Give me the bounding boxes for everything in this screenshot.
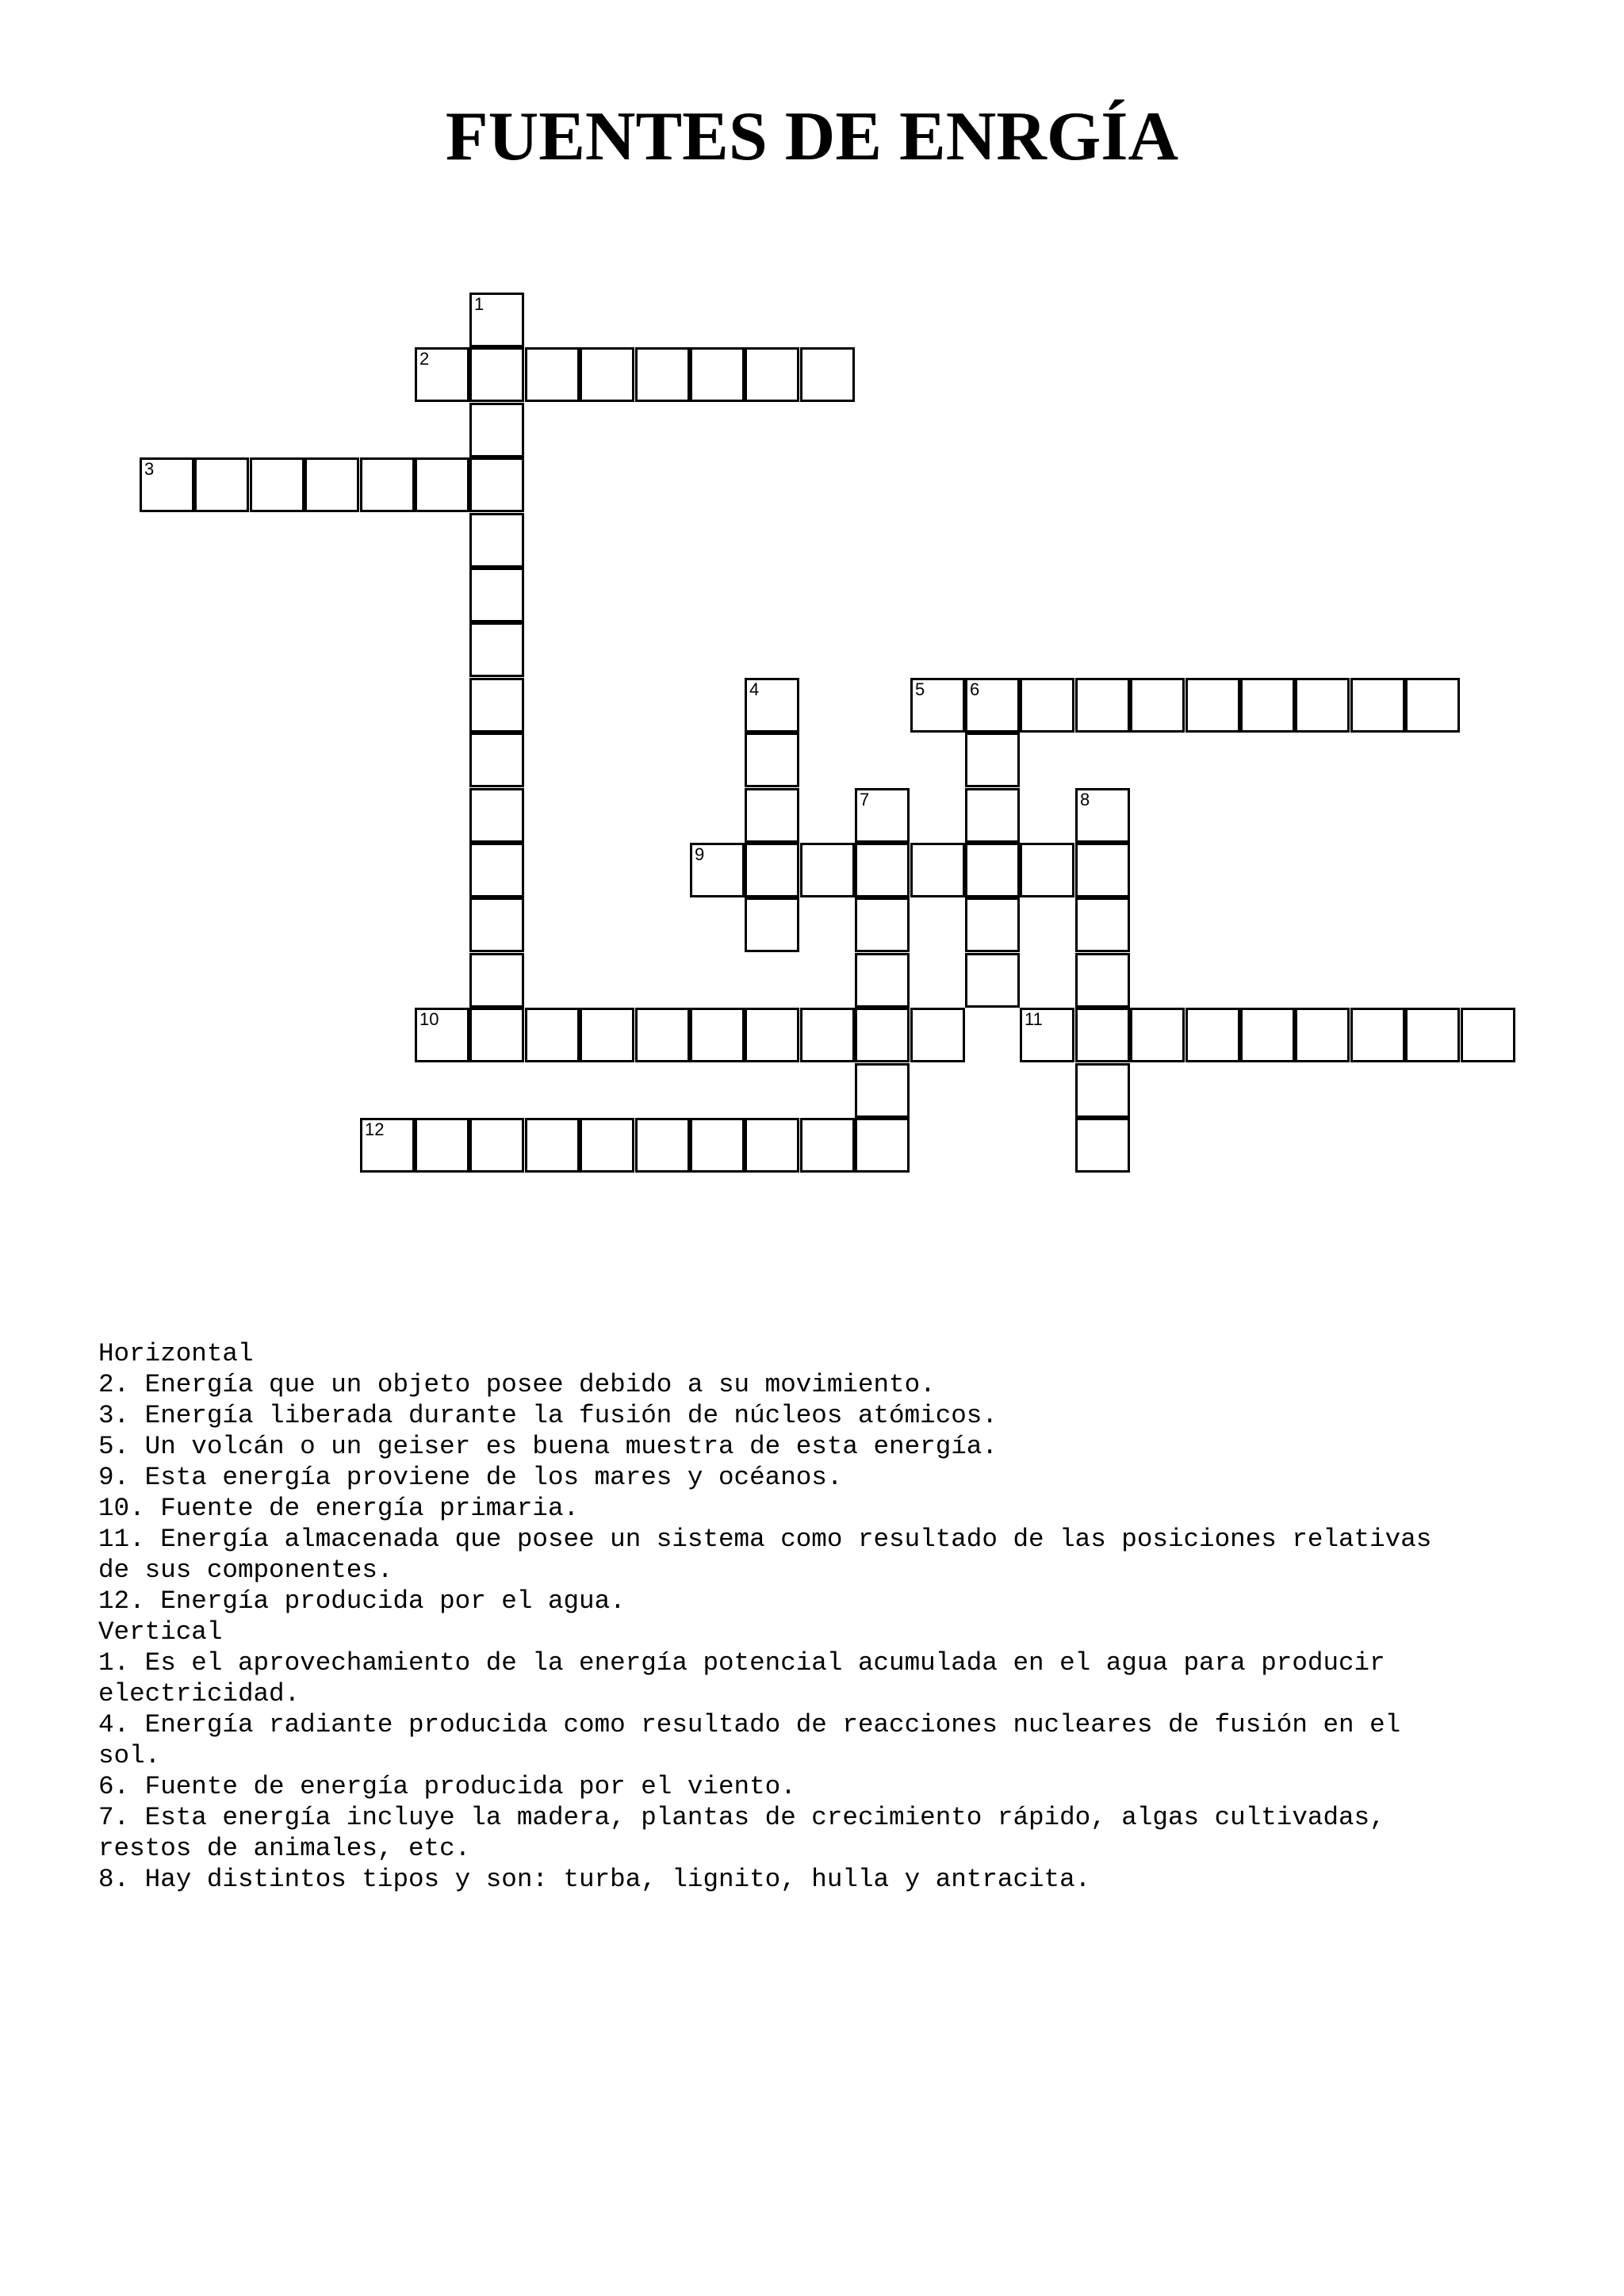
grid-cell[interactable]	[1240, 678, 1295, 733]
clue-down-1: 1. Es el aprovechamiento de la energía potencial acumulada en el agua para producir	[98, 1648, 1385, 1678]
grid-cell[interactable]	[140, 457, 194, 512]
grid-cell[interactable]	[690, 1118, 745, 1173]
grid-cell[interactable]	[965, 953, 1020, 1008]
clue-number: 4	[749, 679, 760, 699]
clue-number: 8	[1080, 790, 1090, 809]
grid-cell[interactable]	[469, 843, 524, 897]
grid-cell[interactable]	[1075, 1063, 1130, 1118]
grid-cell[interactable]	[525, 347, 580, 402]
grid-cell[interactable]	[469, 788, 524, 843]
grid-cell[interactable]	[800, 1118, 855, 1173]
grid-cell[interactable]	[855, 1118, 910, 1173]
clue-number: 10	[419, 1009, 439, 1029]
grid-cell[interactable]	[1350, 678, 1405, 733]
grid-cell[interactable]	[469, 897, 524, 952]
clue-number: 12	[365, 1119, 385, 1139]
grid-cell[interactable]	[1075, 897, 1130, 952]
grid-cell[interactable]	[580, 1008, 634, 1062]
grid-cell[interactable]	[965, 897, 1020, 952]
grid-cell[interactable]	[800, 843, 855, 897]
clue-number: 5	[915, 679, 925, 699]
clue-number: 7	[860, 790, 870, 809]
clue-heading-vertical: Vertical	[98, 1617, 223, 1647]
grid-cell[interactable]	[1075, 1118, 1130, 1173]
grid-cell[interactable]	[1020, 678, 1074, 733]
clue-across-10: 10. Fuente de energía primaria.	[98, 1494, 580, 1523]
grid-cell[interactable]	[1405, 1008, 1460, 1062]
grid-cell[interactable]	[635, 347, 690, 402]
grid-cell[interactable]	[469, 568, 524, 622]
grid-cell[interactable]	[1075, 678, 1130, 733]
clue-across-11-cont: de sus componentes.	[98, 1556, 393, 1585]
grid-cell[interactable]	[469, 347, 524, 402]
grid-cell[interactable]	[690, 843, 745, 897]
grid-cell[interactable]	[745, 678, 799, 733]
grid-cell[interactable]	[1461, 1008, 1515, 1062]
grid-cell[interactable]	[415, 457, 469, 512]
grid-cell[interactable]	[250, 457, 304, 512]
grid-cell[interactable]	[855, 1063, 910, 1118]
grid-cell[interactable]	[690, 1008, 745, 1062]
grid-cell[interactable]	[965, 678, 1020, 733]
grid-cell[interactable]	[469, 733, 524, 787]
clue-heading-horizontal: Horizontal	[98, 1339, 254, 1368]
grid-cell[interactable]	[469, 1118, 524, 1173]
grid-cell[interactable]	[1130, 1008, 1185, 1062]
grid-cell[interactable]	[1075, 788, 1130, 843]
grid-cell[interactable]	[469, 678, 524, 733]
clue-down-7-cont: restos de animales, etc.	[98, 1834, 471, 1863]
clue-down-6: 6. Fuente de energía producida por el viento.	[98, 1772, 796, 1801]
grid-cell[interactable]	[1405, 678, 1460, 733]
clue-across-12: 12. Energía producida por el agua.	[98, 1586, 626, 1616]
grid-cell[interactable]	[745, 733, 799, 787]
grid-cell[interactable]	[469, 953, 524, 1008]
grid-cell[interactable]	[800, 347, 855, 402]
page-title: FUENTES DE ENRGÍA	[445, 98, 1179, 175]
grid-cell[interactable]	[1295, 678, 1350, 733]
clue-down-7: 7. Esta energía incluye la madera, plantas de crecimiento rápido, algas cultivadas,	[98, 1803, 1385, 1832]
grid-cell[interactable]	[1020, 1008, 1074, 1062]
grid-cell[interactable]	[745, 347, 799, 402]
grid-cell[interactable]	[800, 1008, 855, 1062]
grid-cell[interactable]	[469, 293, 524, 347]
clue-across-11: 11. Energía almacenada que posee un sistema como resultado de las posiciones relativas	[98, 1525, 1432, 1554]
clue-down-4-cont: sol.	[98, 1741, 161, 1770]
clue-number: 3	[144, 459, 155, 479]
clue-number: 9	[695, 844, 705, 864]
grid-cell[interactable]	[745, 1118, 799, 1173]
grid-cell[interactable]	[469, 457, 524, 512]
clue-across-2: 2. Energía que un objeto posee debido a su movimiento.	[98, 1370, 936, 1399]
grid-cell[interactable]	[580, 347, 634, 402]
grid-cell[interactable]	[525, 1008, 580, 1062]
grid-cell[interactable]	[415, 347, 469, 402]
grid-cell[interactable]	[1295, 1008, 1350, 1062]
grid-cell[interactable]	[469, 513, 524, 568]
grid-cell[interactable]	[1185, 678, 1240, 733]
grid-cell[interactable]	[855, 1008, 910, 1062]
grid-cell[interactable]	[745, 788, 799, 843]
grid-cell[interactable]	[855, 953, 910, 1008]
clue-down-4: 4. Energía radiante producida como resultado de reacciones nucleares de fusión en el	[98, 1710, 1401, 1739]
grid-cell[interactable]	[525, 1118, 580, 1173]
grid-cell[interactable]	[1020, 843, 1074, 897]
grid-cell[interactable]	[910, 1008, 965, 1062]
grid-cell[interactable]	[1075, 953, 1130, 1008]
grid-cell[interactable]	[1350, 1008, 1405, 1062]
grid-cell[interactable]	[635, 1008, 690, 1062]
grid-cell[interactable]	[1075, 1008, 1130, 1062]
grid-cell[interactable]	[1075, 843, 1130, 897]
grid-cell[interactable]	[194, 457, 249, 512]
grid-cell[interactable]	[469, 403, 524, 457]
grid-cell[interactable]	[1240, 1008, 1295, 1062]
clue-number: 1	[474, 294, 485, 314]
grid-cell[interactable]	[745, 1008, 799, 1062]
clue-number: 6	[970, 679, 980, 699]
grid-cell[interactable]	[360, 457, 415, 512]
clue-number: 11	[1025, 1009, 1043, 1029]
clue-across-5: 5. Un volcán o un geiser es buena muestra de esta energía.	[98, 1432, 998, 1461]
grid-cell[interactable]	[745, 897, 799, 952]
grid-cell[interactable]	[415, 1118, 469, 1173]
grid-cell[interactable]	[580, 1118, 634, 1173]
clue-down-1-cont: electricidad.	[98, 1679, 301, 1709]
grid-cell[interactable]	[965, 788, 1020, 843]
grid-cell[interactable]	[745, 843, 799, 897]
grid-cell[interactable]	[910, 678, 965, 733]
grid-cell[interactable]	[415, 1008, 469, 1062]
grid-cell[interactable]	[690, 347, 745, 402]
grid-cell[interactable]	[635, 1118, 690, 1173]
grid-cell[interactable]	[855, 897, 910, 952]
clue-across-3: 3. Energía liberada durante la fusión de núcleos atómicos.	[98, 1401, 998, 1430]
grid-cell[interactable]	[1130, 678, 1185, 733]
grid-cell[interactable]	[965, 733, 1020, 787]
clue-across-9: 9. Esta energía proviene de los mares y océanos.	[98, 1463, 843, 1492]
clue-list	[98, 1338, 1526, 1895]
grid-cell[interactable]	[965, 843, 1020, 897]
grid-cell[interactable]	[855, 843, 910, 897]
grid-cell[interactable]	[304, 457, 359, 512]
grid-cell[interactable]	[469, 622, 524, 677]
grid-cell[interactable]	[469, 1008, 524, 1062]
grid-cell[interactable]	[360, 1118, 415, 1173]
grid-cell[interactable]	[910, 843, 965, 897]
grid-cell[interactable]	[1185, 1008, 1240, 1062]
clue-down-8: 8. Hay distintos tipos y son: turba, lignito, hulla y antracita.	[98, 1865, 1091, 1894]
grid-cell[interactable]	[855, 788, 910, 843]
clue-number: 2	[419, 349, 430, 369]
